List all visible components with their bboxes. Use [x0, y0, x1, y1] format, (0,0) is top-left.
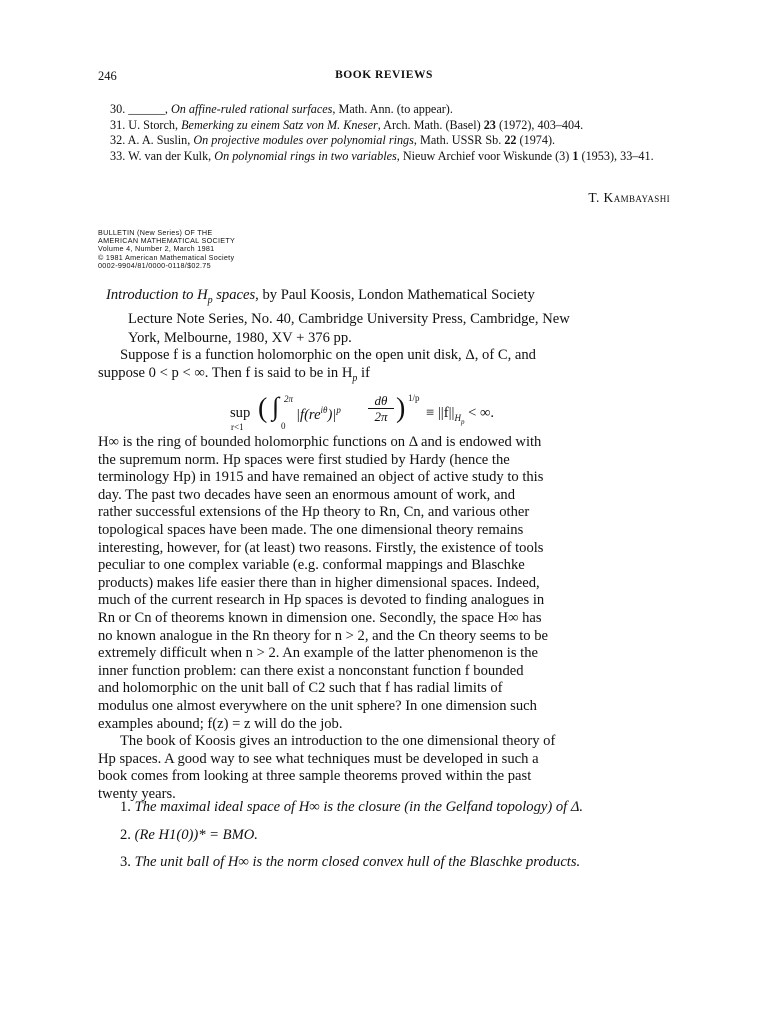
bulletin-line: Volume 4, Number 2, March 1981 — [98, 244, 215, 254]
text-line: H∞ is the ring of bounded holomorphic functions on Δ and is endowed with — [98, 434, 542, 450]
theorem-list — [98, 799, 670, 882]
text-line: peculiar to one complex variable (e.g. conformal mappings and Blaschke — [98, 557, 525, 574]
integral-sign: ∫ — [272, 392, 280, 421]
hp-norm-formula: sup r<1 ( ∫ 2π 0 $|f(re^{i\theta})|^p$ dθ 2π ) 1/p ≡ $||f||_{H_p}$ < ∞. — [230, 392, 495, 432]
text-line: rather successful extensions of the Hp theory to Rn, Cn, and various other — [98, 504, 530, 521]
text-line: interesting, however, for (at least) two reasons. Firstly, the existence of tools — [98, 539, 544, 556]
theorem-item: 2. (Re H1(0))* = BMO. — [120, 826, 258, 843]
reference-item: 30. ______, On affine-ruled rational surfaces, Math. Ann. (to appear). — [110, 102, 453, 116]
text-line: inner function problem: can there exist a nonconstant function f bounded — [98, 662, 524, 679]
bulletin-info — [98, 229, 235, 270]
reference-item: 33. W. van der Kulk, On polynomial rings in two variables, Nieuw Archief voor Wiskunde (3) 1 (1953), 33–41. — [110, 148, 654, 163]
bulletin-line: BULLETIN (New Series) OF THE — [98, 228, 213, 237]
reference-list — [98, 102, 670, 164]
text-line: Hp spaces. A good way to see what techniques must be developed in such a — [98, 750, 539, 767]
theorem-item: 3. The unit ball of H∞ is the norm closed convex hull of the Blaschke products. — [120, 854, 581, 871]
running-title: BOOK REVIEWS — [335, 69, 433, 81]
reference-item: 32. A. A. Suslin, On projective modules over polynomial rings, Math. USSR Sb. 22 (1974). — [110, 133, 556, 147]
reviewer-signature: T. Kambayashi — [588, 190, 670, 205]
reference-item: 31. U. Storch, Bemerking zu einem Satz von M. Kneser, Arch. Math. (Basel) 23 (1972), 403–404. — [110, 117, 584, 132]
text-line: extremely difficult when n > 2. An example of the latter phenomenon is the — [98, 645, 538, 662]
text-line: terminology Hp) in 1915 and have remained an object of active study to this — [98, 469, 544, 486]
text-line: products) makes life easier there than in higher dimensional spaces. Indeed, — [98, 574, 540, 591]
bulletin-line: AMERICAN MATHEMATICAL SOCIETY — [98, 236, 236, 246]
text-line: and holomorphic on the unit ball of C2 such that f has radial limits of — [98, 680, 503, 697]
text-line: day. The past two decades have seen an enormous amount of work, and — [98, 486, 516, 503]
fraction: dθ 2π — [368, 394, 394, 423]
main-text — [98, 434, 670, 803]
page-number: 246 — [98, 69, 117, 83]
theorem-item: 1. The maximal ideal space of H∞ is the closure (in the Gelfand topology) of Δ. — [120, 799, 584, 815]
text-line: examples abound; f(z) = z will do the job. — [98, 715, 343, 732]
page-header — [98, 69, 670, 87]
text-line: The book of Koosis gives an introduction to the one dimensional theory of — [120, 733, 556, 750]
text-line: topological spaces have been made. The one dimensional theory remains — [98, 521, 524, 538]
bulletin-line: 0002-9904/81/0000-0118/$02.75 — [98, 260, 211, 270]
text-line: much of the current research in Hp spaces is devoted to finding analogues in — [98, 592, 545, 609]
bulletin-line: © 1981 American Mathematical Society — [98, 252, 235, 262]
text-line: no known analogue in the Rn theory for n > 2, and the Cn theory seems to be — [98, 627, 549, 644]
text-line: Rn or Cn of theorems known in dimension one. Secondly, the space H∞ has — [98, 609, 542, 626]
text-line: book comes from looking at three sample theorems proved within the past — [98, 768, 532, 785]
intro-paragraph: Suppose f is a function holomorphic on the open unit disk, Δ, of C, and suppose 0 < p < ∞. Then f is said to be in $H_p$ if — [98, 347, 536, 385]
text-line: modulus one almost everywhere on the unit sphere? In one dimension such — [98, 697, 537, 714]
text-line: the supremum norm. Hp spaces were first studied by Hardy (hence the — [98, 451, 510, 468]
text-line: twenty years. — [98, 785, 176, 802]
review-book-title: Introduction to $H_p$ spaces, by Paul Koosis, London Mathematical Society Lecture Note Series, No. 40, Cambridge University Press, Cambridge, New York, Melbourne, 1980, XV + 376 pp. — [106, 287, 570, 346]
